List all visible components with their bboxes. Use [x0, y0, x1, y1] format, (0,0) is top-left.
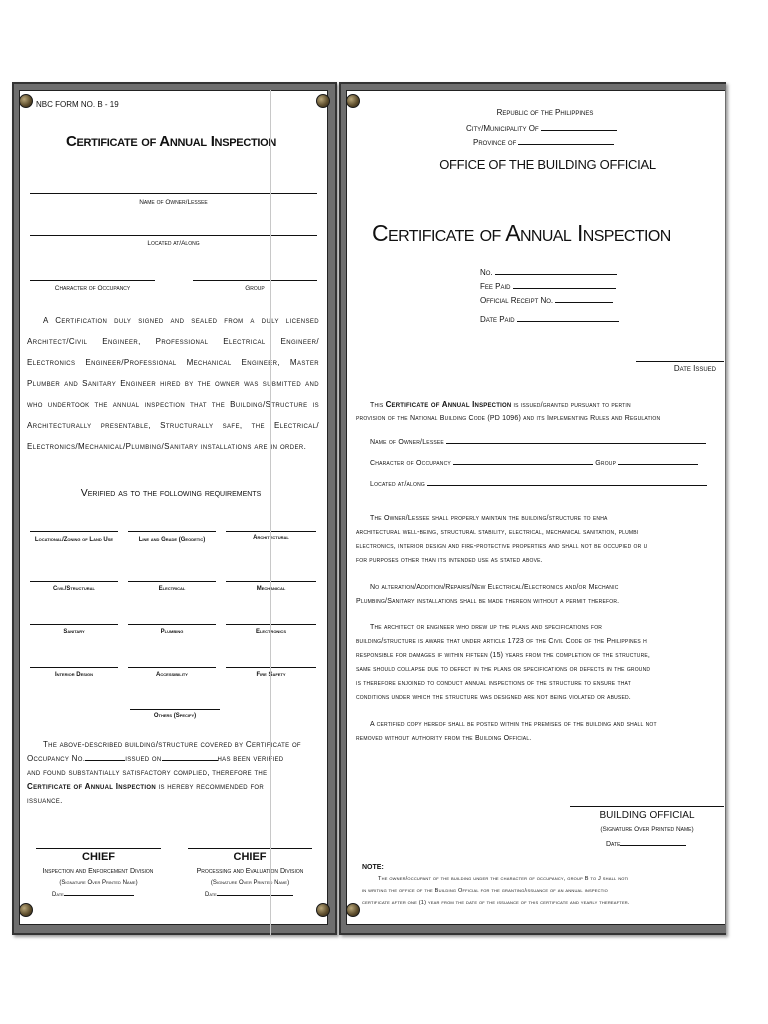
sig2-date	[205, 889, 293, 898]
sig1-caption: (Signature Over Printed Name)	[59, 880, 138, 886]
group-blank	[618, 456, 698, 465]
p5-line2: removed without authority from the Building Official.	[356, 735, 532, 742]
verified-heading: Verified as to the following requirements	[80, 487, 262, 499]
owner-blank	[446, 435, 706, 444]
req-line	[226, 531, 316, 532]
others-line	[130, 709, 220, 710]
receipt-label: Official Receipt No.	[480, 296, 554, 305]
req-line	[30, 581, 118, 582]
official-date-label: Date	[606, 841, 621, 848]
located-line	[30, 235, 317, 236]
req-line	[128, 624, 216, 625]
fee-label: Fee Paid	[480, 282, 511, 291]
sig2-division: Processing and Evaluation Division	[196, 868, 304, 875]
p1-certificate: Certificate of Annual Inspection	[385, 400, 512, 409]
republic: Republic of the Philippines	[496, 108, 594, 117]
req-locational: Locational/Zoning of Land Use	[34, 537, 114, 543]
req-architectural: Architectural	[253, 535, 289, 541]
req-line	[226, 581, 316, 582]
official-date	[606, 838, 686, 848]
group-label: Group	[245, 285, 265, 292]
no-field	[480, 266, 617, 277]
occupancy-line	[30, 280, 155, 281]
req-civil: Civil/Structural	[53, 586, 95, 592]
group-label: Group	[595, 460, 617, 467]
p3-line1: No alteration/Addition/Repairs/New Electrical/Electronics and/or Mechanic	[370, 584, 619, 591]
occupancy-label: Character of Occupancy	[54, 285, 131, 292]
p3-line2: Plumbing/Sanitary installations shall be made thereon without a permit therefor.	[356, 598, 620, 605]
bolt-icon	[346, 903, 360, 917]
official-date-blank	[620, 838, 686, 846]
fold-line	[270, 90, 271, 935]
p4-line1: The architect or engineer who drew up the plans and specifications for	[370, 624, 603, 631]
official-sig-line	[570, 806, 724, 807]
para2-verified: has been verified	[217, 754, 284, 763]
req-mechanical: Mechanical	[256, 586, 286, 592]
certification-paragraph: A Certification duly signed and sealed from a duly licensed Architect/Civil Engineer, Professional Electrical Engineer/ Electronics Engineer/Professional Mechanical Engineer, Master Plumber and Sanitary Engineer hired by the owner was submitted and who undertook the annual inspection that the Building/Structure is Architecturally presentable, Structurally safe, the Electrical/ Electronics/Mechanical/Plumbing/Sanitary installations are in order.	[27, 316, 319, 451]
sig1-date-label: Date	[52, 892, 64, 898]
occupancy-no-blank	[85, 752, 125, 761]
located-blank	[427, 477, 707, 486]
located-label: Located at/Along	[147, 240, 200, 247]
located-field	[370, 477, 724, 492]
p2-line3: electronics, interior design and fire-protective properties and shall not be occupied or u	[356, 543, 648, 550]
p5-line1: A certified copy hereof shall be posted within the premises of the building and shall not	[370, 721, 657, 728]
date-paid-blank	[517, 313, 619, 322]
para2-line2	[27, 752, 320, 766]
form-number: NBC FORM NO. B - 19	[36, 100, 119, 109]
p2-line1: The Owner/Lessee shall properly maintain the building/structure to enha	[370, 515, 608, 522]
bolt-icon	[316, 94, 330, 108]
req-fire-safety: Fire Safety	[256, 672, 286, 678]
note-label: NOTE:	[362, 864, 384, 871]
req-electronics: Electronics	[255, 629, 286, 635]
sig2-chief: CHIEF	[233, 851, 267, 863]
req-line	[128, 581, 216, 582]
p1-line2: provision of the National Building Code (PD 1096) and its Implementing Rules and Regulation	[356, 415, 661, 422]
province-label: Province of	[473, 138, 517, 147]
sig2-date-label: Date	[205, 892, 217, 898]
req-line	[30, 531, 118, 532]
req-line-grade: Line and Grade (Geodetic)	[138, 537, 206, 543]
city-blank	[541, 122, 617, 131]
occupancy-blank	[453, 456, 593, 465]
req-line	[30, 624, 118, 625]
note-line1: The owner/occupant of the building under the character of occupancy, group B to J shall noti	[378, 876, 629, 882]
req-line	[128, 531, 216, 532]
para2-line3: and found substantially satisfactory complied, therefore the	[27, 768, 268, 777]
bolt-icon	[19, 903, 33, 917]
city-label: City/Municipality Of	[466, 124, 539, 133]
receipt-field	[480, 294, 613, 305]
sig1-date-blank	[64, 889, 134, 896]
p4-line2: building/structure is aware that under article 1723 of the Civil Code of the Philippines h	[356, 638, 647, 645]
para2-occupancy: Occupancy No.	[27, 754, 86, 763]
building-official: BUILDING OFFICIAL	[599, 810, 695, 821]
note-line3: certificate after one (1) year from the date of the issuance of this certificate and yearly thereafter.	[362, 900, 630, 906]
owner-field	[370, 435, 724, 450]
province	[473, 136, 614, 147]
located-label: Located at/along	[370, 481, 425, 488]
p2-line4: for purposes other than its intended use as stated above.	[356, 557, 543, 564]
p4-line5: is therefore enjoined to conduct annual inspections of the structure to ensure that	[356, 680, 631, 687]
para2-issued: issued on	[125, 754, 162, 763]
req-line	[30, 667, 118, 668]
p4-line4: same should collapse due to defect in the plans or specifications or defects in the ground	[356, 666, 651, 673]
req-line	[128, 667, 216, 668]
date-issued-label: Date Issued	[673, 364, 716, 373]
p1-rest: is issued/granted pursuant to pertin	[513, 402, 631, 409]
date-issued-line	[636, 361, 724, 362]
para2-line1: The above-described building/structure covered by Certificate of	[43, 740, 301, 749]
fee-blank	[513, 280, 616, 289]
right-panel-paper	[346, 90, 725, 925]
occupancy-label: Character of Occupancy	[370, 460, 451, 467]
req-sanitary: Sanitary	[63, 629, 85, 635]
receipt-blank	[555, 294, 613, 303]
p1-line1	[356, 398, 724, 413]
office-title: OFFICE OF THE BUILDING OFFICIAL	[439, 157, 656, 172]
fee-field	[480, 280, 616, 291]
date-paid-label: Date Paid	[480, 315, 515, 324]
para2-certificate: Certificate of Annual Inspection	[27, 782, 156, 791]
req-interior: Interior Design	[54, 672, 94, 678]
p4-line3: responsible for damages if within fifteen (15) years from the completion of the structure,	[356, 652, 651, 659]
para2-line4	[27, 780, 320, 794]
bolt-icon	[19, 94, 33, 108]
para2-rest: is hereby recommended for	[158, 782, 265, 791]
p4-line6: conditions under which the structure was designed are not being violated or abused.	[356, 694, 631, 701]
province-blank	[518, 136, 614, 145]
owner-line	[30, 193, 317, 194]
sig2-date-blank	[217, 889, 293, 896]
req-others: Others (Specify)	[153, 713, 197, 719]
sig2-caption: (Signature Over Printed Name)	[210, 880, 290, 886]
owner-label: Name of Owner/Lessee	[370, 439, 444, 446]
para2	[27, 738, 320, 808]
note-line2: in writing the office of the Building Official for the granting/issuance of an annual inspectio	[362, 888, 608, 894]
sig2-line	[188, 848, 312, 849]
official-caption: (Signature Over Printed Name)	[600, 826, 694, 833]
sig1-chief: CHIEF	[82, 851, 115, 863]
sig1-division: Inspection and Enforcement Division	[42, 868, 154, 875]
para2-issuance: issuance.	[27, 796, 63, 805]
no-label: No.	[480, 268, 493, 277]
p1-this: This	[370, 402, 384, 409]
bolt-icon	[316, 903, 330, 917]
req-line	[226, 667, 316, 668]
group-line	[193, 280, 317, 281]
sig1-line	[36, 848, 161, 849]
city	[466, 122, 617, 133]
right-title: Certificate of Annual Inspection	[372, 220, 671, 246]
p2-line2: architectural well-being, structural stability, electrical, mechanical sanitation, plumbi	[356, 529, 639, 536]
sig1-date	[52, 889, 134, 898]
req-line	[226, 624, 316, 625]
occupancy-field	[370, 456, 724, 471]
issued-on-blank	[162, 752, 218, 761]
bolt-icon	[346, 94, 360, 108]
req-plumbing: Plumbing	[160, 629, 184, 635]
req-accessibility: Accessibility	[156, 672, 188, 678]
left-title: Certificate of Annual Inspection	[65, 133, 277, 150]
date-paid-field	[480, 313, 619, 324]
no-blank	[495, 266, 617, 275]
req-electrical: Electrical	[158, 586, 186, 592]
owner-label: Name of Owner/Lessee	[139, 199, 208, 206]
